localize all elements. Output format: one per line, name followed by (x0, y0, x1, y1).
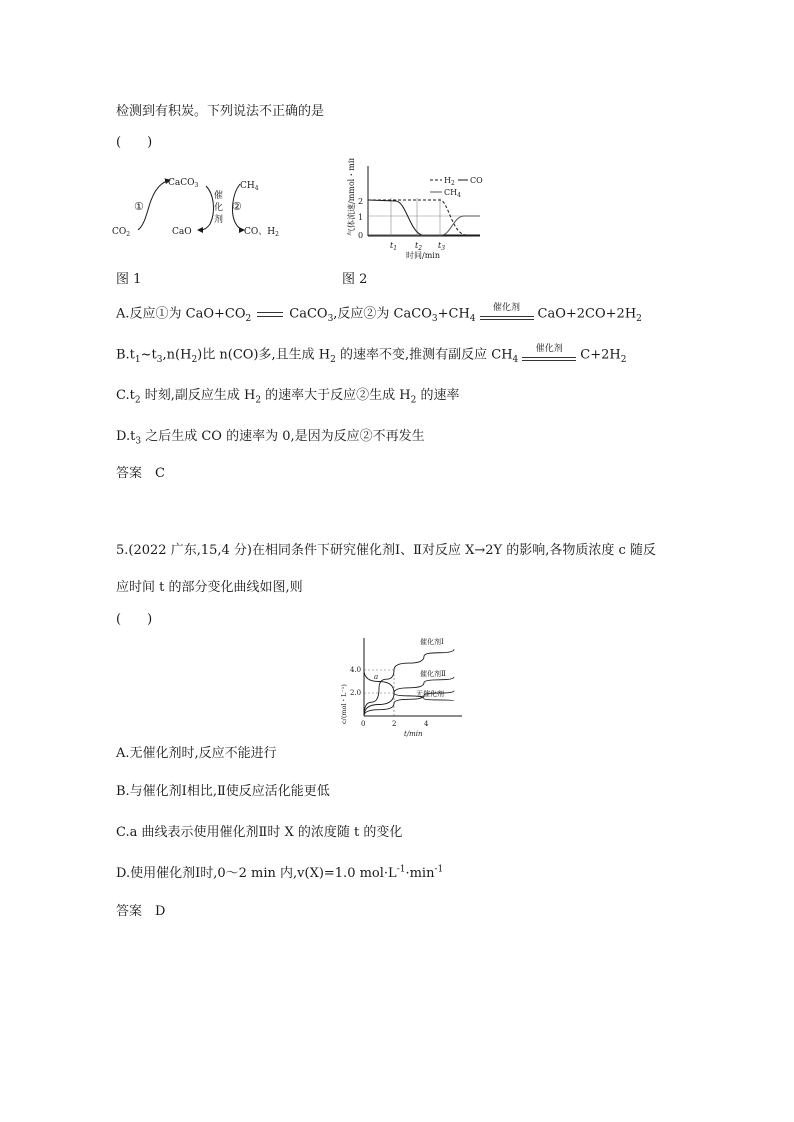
q5-stem-line-1: 5.(2022 广东,15,4 分)在相同条件下研究催化剂Ⅰ、Ⅱ对反应 X→2Y 的影响,各物质浓度 c 随反 (116, 543, 656, 558)
equals-sign (257, 312, 283, 317)
fig2-ytick-0: 0 (358, 231, 364, 240)
fig2-legend-h2: $H_2$ (444, 176, 455, 187)
fig1-caco3-label: CaCO$_3$ (168, 178, 199, 189)
fig2-ytick-2: 2 (358, 197, 364, 206)
fig2-xtick-t3: $t_3$ (438, 241, 446, 252)
figure-1-reaction-cycle (110, 168, 300, 248)
fig1-ch4-label: $CH_4$ (240, 181, 259, 192)
fig1-co2-label: $CO_2$ (112, 227, 131, 238)
q4-option-a: A.反应①为 $CaO+CO_2$ CaCO$_3$,反应②为 $CaCO_3+CH_4$ 催化剂 $CaO+2CO+2H_2$ (116, 303, 642, 325)
fig2-series-co (368, 200, 480, 235)
fig2-ytick-1: 1 (358, 213, 364, 222)
fig2-xtick-t1: $t_1$ (390, 241, 398, 252)
q5-answer: 答案 D (116, 904, 166, 919)
q4-option-d: $D.t_3$ 之后生成 CO 的速率为 0,是因为反应②不再发生 (116, 429, 425, 447)
q5-answer-paren: ( ) (116, 612, 153, 627)
q5-ytick-4: 4.0 (350, 666, 362, 674)
q4-answer-paren: ( ) (116, 135, 153, 150)
fig2-legend-co: CO (470, 176, 483, 185)
fig1-catalyst-char-3: 剂 (214, 215, 224, 225)
fig2-xtick-t2: $t_2$ (415, 241, 423, 252)
q5-label-no-catalyst: 无催化剂 (416, 690, 444, 698)
q5-xtick-2: 2 (392, 720, 397, 728)
fig1-cao-label: CaO (172, 227, 192, 237)
q4-intro: 检测到有积炭。下列说法不正确的是 (116, 104, 325, 119)
fig2-series-ch4 (368, 216, 480, 235)
q5-option-a: A.无催化剂时,反应不能进行 (116, 746, 277, 761)
q5-label-a: a (374, 673, 379, 681)
catalyst-arrow: 催化剂 (522, 347, 576, 363)
q5-xtick-0: 0 (361, 720, 366, 728)
fig2-x-axis-label: 时间/min (406, 251, 440, 260)
q5-label-catalyst-1: 催化剂Ⅰ (420, 638, 444, 646)
q5-option-d: D.使用催化剂Ⅰ时,0～2 min 内,v(X)=1.0 $mol\cdot L^{-1}\cdot\min^{-1}$ (116, 864, 444, 881)
q5-label-catalyst-2: 催化剂Ⅱ (420, 670, 446, 678)
fig1-catalyst-char-1: 催 (214, 191, 224, 201)
catalyst-arrow: 催化剂 (480, 306, 534, 322)
fig2-y-axis-label: 气体流速/mmol・min⁻¹ (347, 158, 356, 236)
figure-2-gas-flow-chart (342, 158, 492, 260)
fig1-catalyst-char-2: 化 (214, 203, 224, 213)
q5-x-axis-label: t/min (404, 730, 423, 738)
fig1-arrow-decompose (198, 186, 213, 230)
figure-2-caption: 图 2 (342, 272, 368, 287)
q5-option-c: C.a 曲线表示使用催化剂Ⅱ时 X 的浓度随 t 的变化 (116, 825, 403, 840)
q5-y-axis-label: c/(mol・L⁻¹) (340, 684, 348, 724)
fig1-reaction-1-number: ① (134, 200, 144, 213)
fig1-reaction-2-number: ② (232, 200, 242, 213)
fig2-legend-ch4: $CH_4$ (444, 188, 461, 199)
q5-concentration-chart (336, 632, 472, 740)
fig1-products-label: CO、$H_2$ (244, 227, 279, 238)
q5-series-line-1 (364, 649, 454, 716)
q5-ytick-2: 2.0 (350, 689, 362, 697)
q5-option-b: B.与催化剂Ⅰ相比,Ⅱ使反应活化能更低 (116, 784, 330, 799)
fig2-series-h2 (368, 200, 480, 235)
q4-answer: 答案 C (116, 466, 165, 481)
q5-stem-line-2: 应时间 t 的部分变化曲线如图,则 (116, 580, 303, 595)
figure-1-caption: 图 1 (116, 272, 142, 287)
q4-option-b: $B.t_1\sim t_3,n(H_2)$比 n(CO)多,且生成 $H_2$ 的速率不变,推测有副反应 $CH_4$ 催化剂 $C+2H_2$ (116, 344, 627, 366)
q5-xtick-4: 4 (424, 720, 429, 728)
q4-option-c: $C.t_2$ 时刻,副反应生成 $H_2$ 的速率大于反应②生成 $H_2$ 的速率 (116, 388, 460, 406)
